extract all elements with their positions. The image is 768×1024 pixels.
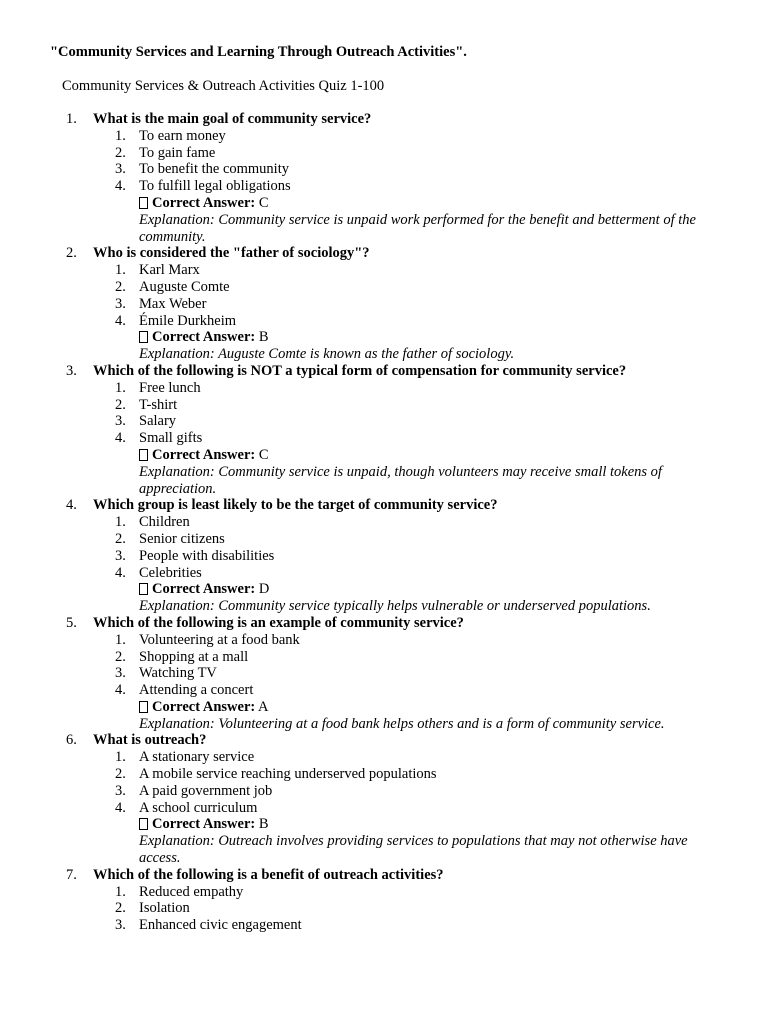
correct-answer-line (0, 195, 768, 212)
answer-option (0, 766, 768, 783)
option-text: People with disabilities (139, 547, 275, 564)
answer-option (0, 783, 768, 800)
correct-answer-label: Correct Answer: (152, 581, 256, 598)
option-number: 4. (115, 430, 126, 447)
answer-option (0, 649, 768, 666)
answer-option (0, 548, 768, 565)
option-number: 3. (115, 295, 126, 312)
option-number: 1. (115, 883, 126, 900)
option-number: 2. (115, 396, 126, 413)
answer-option (0, 380, 768, 397)
question-heading (0, 497, 768, 514)
answer-option (0, 128, 768, 145)
answer-option (0, 313, 768, 330)
option-number: 1. (115, 127, 126, 144)
option-number: 1. (115, 749, 126, 766)
checkbox-icon (139, 449, 148, 461)
option-number: 3. (115, 665, 126, 682)
correct-answer-value: B (258, 329, 269, 346)
correct-answer-label: Correct Answer: (152, 194, 256, 211)
option-number: 2. (115, 900, 126, 917)
answer-option (0, 397, 768, 414)
option-text: Free lunch (139, 379, 201, 396)
question-item (0, 497, 768, 615)
question-heading (0, 615, 768, 632)
question-item (0, 363, 768, 497)
question-heading (0, 732, 768, 749)
answer-option (0, 800, 768, 817)
option-number: 4. (115, 312, 126, 329)
option-text: To gain fame (139, 144, 216, 161)
question-number: 1. (66, 111, 77, 127)
question-number: 3. (66, 362, 77, 379)
question-item (0, 867, 768, 934)
option-number: 3. (115, 917, 126, 934)
option-number: 4. (115, 564, 126, 581)
option-number: 1. (115, 631, 126, 648)
answer-option (0, 296, 768, 313)
question-list (0, 111, 768, 934)
option-number: 4. (115, 682, 126, 699)
option-number: 2. (115, 530, 126, 547)
answer-option (0, 262, 768, 279)
option-text: Watching TV (139, 665, 217, 682)
question-text: What is the main goal of community service? (93, 111, 372, 127)
option-number: 1. (115, 262, 126, 279)
correct-answer-value: C (258, 446, 269, 463)
checkbox-icon (139, 583, 148, 595)
question-text: Who is considered the "father of sociology"? (93, 245, 370, 262)
correct-answer-line (0, 816, 768, 833)
option-text: Auguste Comte (139, 278, 230, 295)
answer-option (0, 161, 768, 178)
question-text: Which group is least likely to be the target of community service? (93, 497, 498, 514)
correct-answer-line (0, 329, 768, 346)
answer-option (0, 900, 768, 917)
answer-option (0, 531, 768, 548)
option-number: 2. (115, 144, 126, 161)
option-text: Volunteering at a food bank (139, 631, 300, 648)
checkbox-icon (139, 331, 148, 343)
correct-answer-line (0, 699, 768, 716)
correct-answer-value: C (258, 194, 269, 211)
correct-answer-label: Correct Answer: (152, 698, 256, 715)
option-number: 1. (115, 514, 126, 531)
checkbox-icon (139, 197, 148, 209)
option-text: To fulfill legal obligations (139, 178, 291, 195)
answer-option (0, 665, 768, 682)
option-text: Karl Marx (139, 262, 200, 279)
checkbox-icon (139, 701, 148, 713)
document-subtitle: Community Services & Outreach Activities Quiz 1-100 (62, 78, 385, 94)
option-number: 3. (115, 413, 126, 430)
question-item (0, 111, 768, 245)
answer-explanation: Explanation: Community service is unpaid, though volunteers may receive small tokens of appreciation. (139, 463, 662, 497)
answer-explanation: Explanation: Community service typically helps vulnerable or underserved populations. (139, 598, 651, 615)
option-number: 4. (115, 178, 126, 195)
option-text: A mobile service reaching underserved populations (139, 766, 437, 783)
question-heading (0, 363, 768, 380)
checkbox-icon (139, 818, 148, 830)
option-text: Attending a concert (139, 682, 254, 699)
option-text: Isolation (139, 900, 190, 917)
question-number: 7. (66, 866, 77, 883)
option-text: Max Weber (139, 295, 207, 312)
correct-answer-value: A (258, 698, 269, 715)
option-text: Shopping at a mall (139, 648, 249, 665)
correct-answer-label: Correct Answer: (152, 329, 256, 346)
answer-option (0, 565, 768, 582)
answer-option (0, 430, 768, 447)
question-text: Which of the following is a benefit of outreach activities? (93, 866, 444, 883)
question-number: 2. (66, 245, 77, 262)
option-number: 3. (115, 547, 126, 564)
option-text: Celebrities (139, 564, 202, 581)
correct-answer-line (0, 581, 768, 598)
option-number: 2. (115, 766, 126, 783)
question-heading (0, 245, 768, 262)
option-text: Reduced empathy (139, 883, 244, 900)
option-text: A stationary service (139, 749, 255, 766)
question-item (0, 615, 768, 733)
correct-answer-value: B (258, 816, 269, 833)
answer-option (0, 514, 768, 531)
option-text: To earn money (139, 127, 226, 144)
answer-option (0, 884, 768, 901)
question-text: What is outreach? (93, 732, 207, 749)
answer-option (0, 178, 768, 195)
question-text: Which of the following is NOT a typical form of compensation for community service? (93, 362, 627, 379)
option-text: A paid government job (139, 782, 273, 799)
option-text: Senior citizens (139, 530, 225, 547)
question-heading (0, 867, 768, 884)
question-number: 5. (66, 614, 77, 631)
document-title: "Community Services and Learning Through Outreach Activities". (50, 44, 467, 60)
answer-option (0, 749, 768, 766)
correct-answer-label: Correct Answer: (152, 816, 256, 833)
answer-option (0, 682, 768, 699)
option-number: 3. (115, 782, 126, 799)
answer-explanation: Explanation: Outreach involves providing services to populations that may not otherwise have access. (139, 833, 688, 867)
answer-explanation: Explanation: Community service is unpaid work performed for the benefit and betterment of the community. (139, 211, 696, 245)
question-item (0, 732, 768, 866)
option-number: 4. (115, 799, 126, 816)
answer-option (0, 413, 768, 430)
option-number: 2. (115, 648, 126, 665)
correct-answer-line (0, 447, 768, 464)
option-text: To benefit the community (139, 161, 289, 178)
answer-option (0, 917, 768, 934)
answer-explanation: Explanation: Auguste Comte is known as the father of sociology. (139, 346, 515, 363)
correct-answer-label: Correct Answer: (152, 446, 256, 463)
option-text: Salary (139, 413, 177, 430)
option-text: A school curriculum (139, 799, 258, 816)
option-text: Enhanced civic engagement (139, 917, 302, 934)
answer-explanation: Explanation: Volunteering at a food bank helps others and is a form of community service. (139, 715, 665, 732)
option-text: T-shirt (139, 396, 178, 413)
option-number: 3. (115, 161, 126, 178)
answer-option (0, 632, 768, 649)
option-number: 2. (115, 278, 126, 295)
option-text: Émile Durkheim (139, 312, 237, 329)
question-item (0, 245, 768, 363)
question-text: Which of the following is an example of community service? (93, 614, 464, 631)
correct-answer-value: D (258, 581, 270, 598)
question-number: 6. (66, 732, 77, 749)
option-text: Children (139, 514, 190, 531)
answer-option (0, 279, 768, 296)
question-number: 4. (66, 497, 77, 514)
option-text: Small gifts (139, 430, 203, 447)
answer-option (0, 145, 768, 162)
question-heading (0, 111, 768, 128)
option-number: 1. (115, 379, 126, 396)
